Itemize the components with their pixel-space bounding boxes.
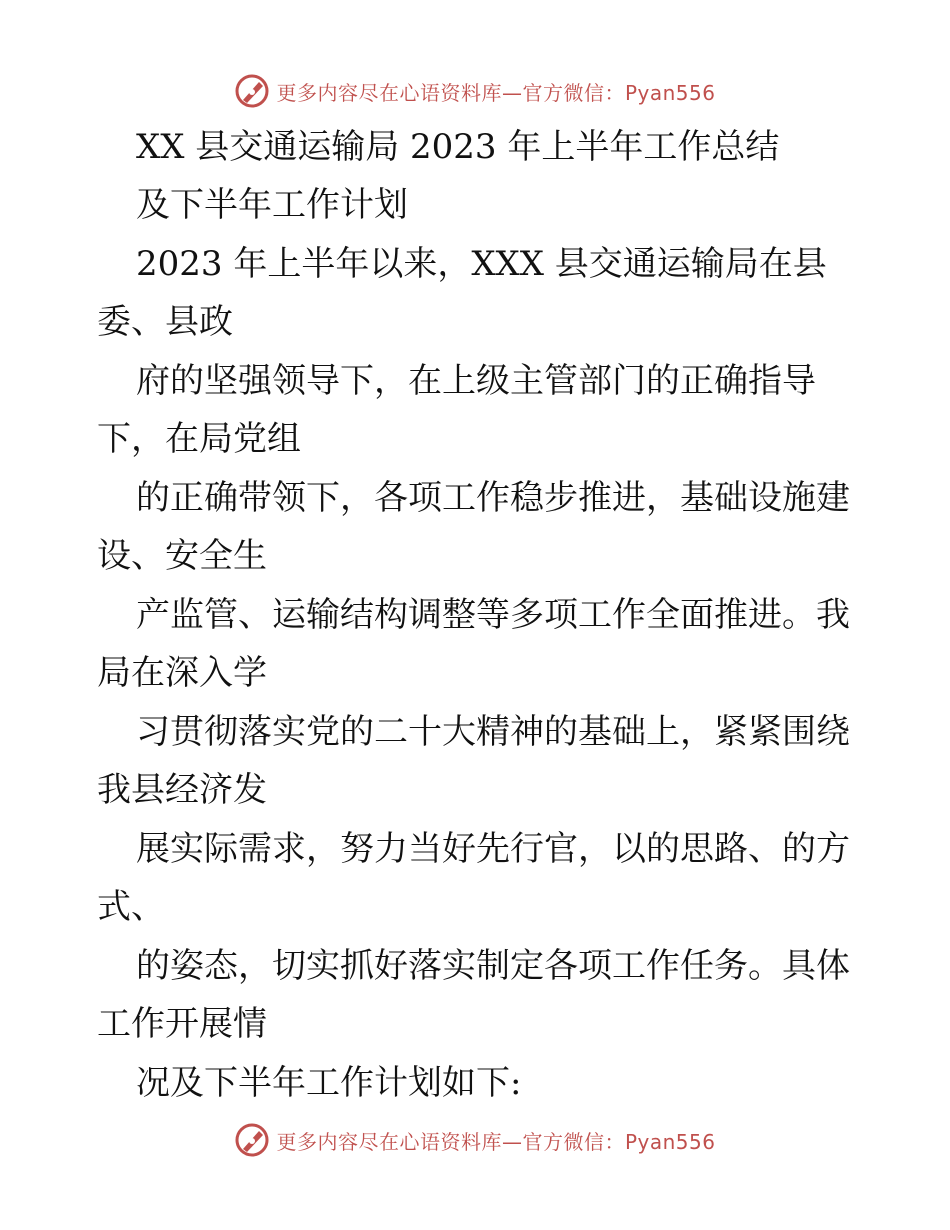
paragraph-line: 习贯彻落实党的二十大精神的基础上，紧紧围绕 [136,712,850,752]
watermark-text: 更多内容尽在心语资料库—官方微信：Pyan556 [276,1129,716,1154]
footer-watermark [0,1120,950,1160]
paragraph-line: 下，在局党组 [97,419,301,459]
paragraph-line: 的姿态，切实抓好落实制定各项工作任务。具体 [136,946,850,986]
paragraph-line: 我县经济发 [97,770,267,810]
paragraph-line: 产监管、运输结构调整等多项工作全面推进。我 [136,595,850,635]
paragraph-line: 局在深入学 [97,653,267,693]
document-title-line-2: 及下半年工作计划 [136,185,408,225]
paragraph-line: 展实际需求，努力当好先行官，以的思路、的方 [136,829,850,869]
header-watermark [0,71,950,111]
watermark-text: 更多内容尽在心语资料库—官方微信：Pyan556 [276,80,716,105]
document-title-line-1: XX 县交通运输局 2023 年上半年工作总结 [136,127,780,167]
paragraph-line: 2023 年上半年以来，XXX 县交通运输局在县 [136,244,827,284]
paragraph-line: 工作开展情 [97,1004,267,1044]
pen-logo-icon [234,1122,270,1158]
paragraph-line: 的正确带领下，各项工作稳步推进，基础设施建 [136,478,850,518]
paragraph-line: 设、安全生 [97,536,267,576]
paragraph-line: 府的坚强领导下，在上级主管部门的正确指导 [136,361,816,401]
paragraph-line: 式、 [97,887,165,927]
paragraph-line: 委、县政 [97,302,233,342]
paragraph-line: 况及下半年工作计划如下: [136,1063,522,1103]
pen-logo-icon [234,73,270,109]
